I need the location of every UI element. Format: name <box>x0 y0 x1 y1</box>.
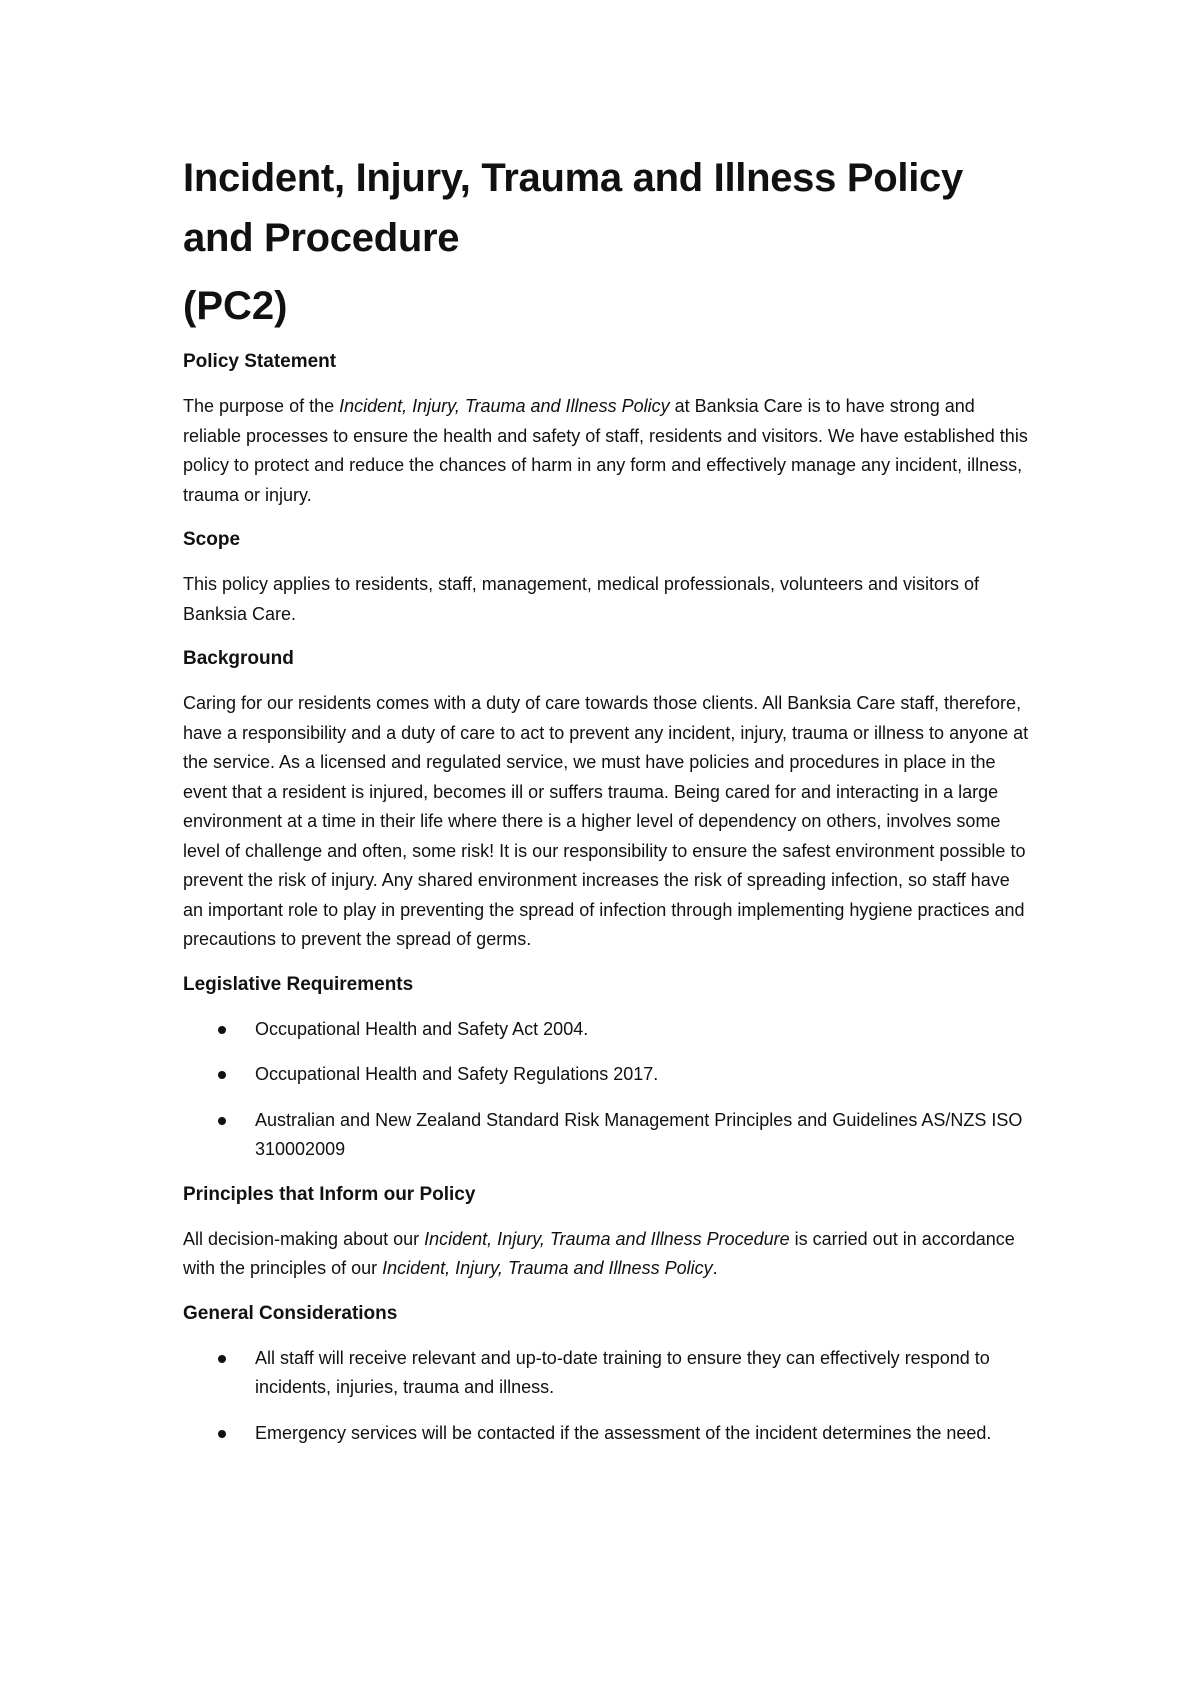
list-item-text: All staff will receive relevant and up-to-date training to ensure they can effectively respond to incidents, injuries, trauma and illness. <box>255 1347 990 1397</box>
list-item <box>183 1106 1033 1165</box>
general-list <box>183 1344 1033 1449</box>
bullet-icon <box>218 1026 226 1034</box>
list-item-text: Australian and New Zealand Standard Risk Management Principles and Guidelines AS/NZS ISO 310002009 <box>255 1109 1023 1159</box>
principles-italic-a: Incident, Injury, Trauma and Illness Procedure <box>424 1228 790 1249</box>
list-item-text: Occupational Health and Safety Act 2004. <box>255 1018 589 1039</box>
principles-text <box>183 1225 1033 1284</box>
title-line-2: and Procedure <box>183 216 460 260</box>
policy-statement-text-a: The purpose of the <box>183 396 340 416</box>
list-item-text: Occupational Health and Safety Regulations 2017. <box>255 1064 659 1084</box>
list-item <box>183 1060 1033 1090</box>
list-item <box>183 1419 1033 1449</box>
principles-text-a: All decision-making about our <box>183 1228 425 1249</box>
principles-heading: Principles that Inform our Policy <box>183 1183 476 1205</box>
list-item <box>183 1015 1033 1045</box>
policy-statement-text <box>183 392 1033 510</box>
principles-italic-b: Incident, Injury, Trauma and Illness Policy <box>382 1258 713 1278</box>
list-item <box>183 1344 1033 1403</box>
legislative-list <box>183 1015 1033 1165</box>
general-heading: General Considerations <box>183 1302 398 1324</box>
list-item-text: Emergency services will be contacted if the assessment of the incident determines the need. <box>255 1422 992 1443</box>
document-title <box>183 148 1033 268</box>
bullet-icon <box>218 1071 226 1079</box>
bullet-icon <box>218 1430 226 1438</box>
scope-text: This policy applies to residents, staff, management, medical professionals, volunteers and visitors of Banksia Care. <box>183 574 980 624</box>
principles-text-c: . <box>712 1258 718 1278</box>
title-line-1: Incident, Injury, Trauma and Illness Policy <box>183 156 963 200</box>
scope-heading: Scope <box>183 529 241 550</box>
policy-statement-heading: Policy Statement <box>183 351 337 372</box>
principles-text-b: is carried out in accordance with the principles of our <box>183 1228 1015 1278</box>
document-page <box>183 148 1033 1464</box>
background-heading: Background <box>183 648 294 669</box>
policy-code: (PC2) <box>183 284 288 328</box>
legislative-heading: Legislative Requirements <box>183 973 414 995</box>
bullet-icon <box>218 1355 226 1363</box>
bullet-icon <box>218 1117 226 1125</box>
policy-statement-italic: Incident, Injury, Trauma and Illness Policy <box>339 396 670 416</box>
background-text: Caring for our residents comes with a duty of care towards those clients. All Banksia Care staff, therefore, have a responsibility and a duty of care to act to prevent any incident, injury, trauma or illness to anyone at the service. As a licensed and regulated service, we must have policies and procedures in place in the event that a resident is injured, becomes ill or suffers trauma. Being cared for and interacting in a large environment at a time in their life where there is a higher level of dependency on others, involves some level of challenge and often, some risk! It is our responsibility to ensure the safest environment possible to prevent the risk of injury. Any shared environment increases the risk of spreading infection, so staff have an important role to play in preventing the spread of infection through implementing hygiene practices and precautions to prevent the spread of germs. <box>183 693 1029 949</box>
policy-statement-text-b: at Banksia Care is to have strong and reliable processes to ensure the health and safety of staff, residents and visitors. We have established this policy to protect and reduce the chances of harm in any form and effectively manage any incident, illness, trauma or injury. <box>183 396 1028 505</box>
